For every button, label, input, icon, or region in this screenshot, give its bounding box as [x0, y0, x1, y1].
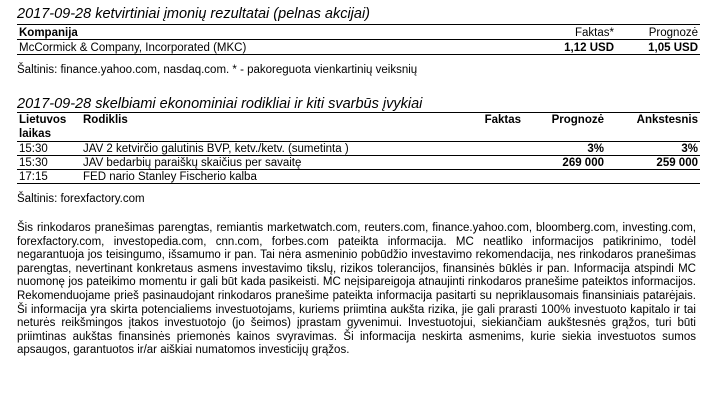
- event-forecast: 3%: [523, 142, 606, 156]
- event-indicator: JAV 2 ketvirčio galutinis BVP, ketv./ketv. (sumetinta ): [81, 142, 463, 156]
- event-previous: 3%: [606, 142, 700, 156]
- event-forecast: 269 000: [523, 156, 606, 170]
- event-time: 17:15: [17, 170, 81, 184]
- event-indicator: JAV bedarbių paraiškų skaičius per savaitę: [81, 156, 463, 170]
- header-previous: Ankstesnis: [606, 113, 700, 142]
- header-actual: Faktas: [463, 113, 523, 142]
- earnings-section-title: 2017-09-28 ketvirtiniai įmonių rezultatai (pelnas akcijai): [17, 6, 371, 22]
- events-source: Šaltinis: forexfactory.com: [17, 193, 145, 205]
- actual-value: 1,12 USD: [534, 40, 616, 55]
- earnings-source: Šaltinis: finance.yahoo.com, nasdaq.com. * - pakoreguota vienkartinių veiksnių: [17, 64, 418, 76]
- earnings-table-header: [17, 25, 700, 40]
- event-time: 15:30: [17, 156, 81, 170]
- table-row: [17, 156, 700, 170]
- table-row: [17, 170, 700, 184]
- header-time-line1: Lietuvos: [19, 114, 67, 126]
- events-table-header: [17, 113, 700, 142]
- header-time-line2: laikas: [19, 128, 51, 140]
- events-section-title: 2017-09-28 skelbiami ekonominiai rodikliai ir kiti svarbūs įvykiai: [17, 96, 423, 112]
- header-company: Kompanija: [17, 25, 534, 40]
- earnings-table: [17, 24, 700, 55]
- forecast-value: 1,05 USD: [616, 40, 700, 55]
- header-forecast: Prognozė: [616, 25, 700, 40]
- header-actual: Faktas*: [534, 25, 616, 40]
- event-forecast: [523, 170, 606, 184]
- event-actual: [463, 142, 523, 156]
- table-row: [17, 142, 700, 156]
- event-indicator: FED nario Stanley Fischerio kalba: [81, 170, 463, 184]
- table-row: [17, 40, 700, 55]
- company-name: McCormick & Company, Incorporated (MKC): [17, 40, 534, 55]
- events-table: [17, 112, 700, 184]
- event-actual: [463, 156, 523, 170]
- event-previous: 259 000: [606, 156, 700, 170]
- event-actual: [463, 170, 523, 184]
- disclaimer-text: Šis rinkodaros pranešimas parengtas, remiantis marketwatch.com, reuters.com, finance.yahoo.com, bloomberg.com, investing.com, forexfactory.com, investopedia.com, cnn.com, forbes.com pateikta informacija. MC neatliko informacijos patikrinimo, todėl negarantuoja jos teisingumo, išsamumo ir pan. Tai nėra asmeninio pobūdžio investavimo rekomendacija, nes rinkodaros pranešimas parengtas, nevertinant konkretaus asmens investavimo tikslų, rizikos tolerancijos, finansinės būklės ir pan. Informacija atspindi MC nuomonę jos pateikimo momentu ir gali būt kada pasikeisti. MC neįsipareigoja atnaujinti rinkodaros pranešime pateiktos informacijos. Rekomenduojame prieš pasinaudojant rinkodaros pranešime pateikta informacija pasitarti su nepriklausomais finansiniais patarėjais. Ši informacija yra skirta potencialiems investuotojams, kuriems priimtina aukšta rizika, jie gali prarasti 100% investuoto kapitalo ir tai neturės reikšmingos įtakos investuotojo (jo šeimos) įprastam gyvenimui. Investuotojui, siekiančiam aukštesnės grąžos, turi būti priimtinas aukštas finansinės priemonės kainos svyravimas. Ši informacija neskirta asmenims, kurie siekia investuotos sumos apsaugos, garantuotos ir/ar aiškiai numatomos investicijų grąžos.: [17, 222, 696, 357]
- event-time: 15:30: [17, 142, 81, 156]
- header-time: [17, 113, 81, 142]
- header-indicator: Rodiklis: [81, 113, 463, 142]
- event-previous: [606, 170, 700, 184]
- header-forecast: Prognozė: [523, 113, 606, 142]
